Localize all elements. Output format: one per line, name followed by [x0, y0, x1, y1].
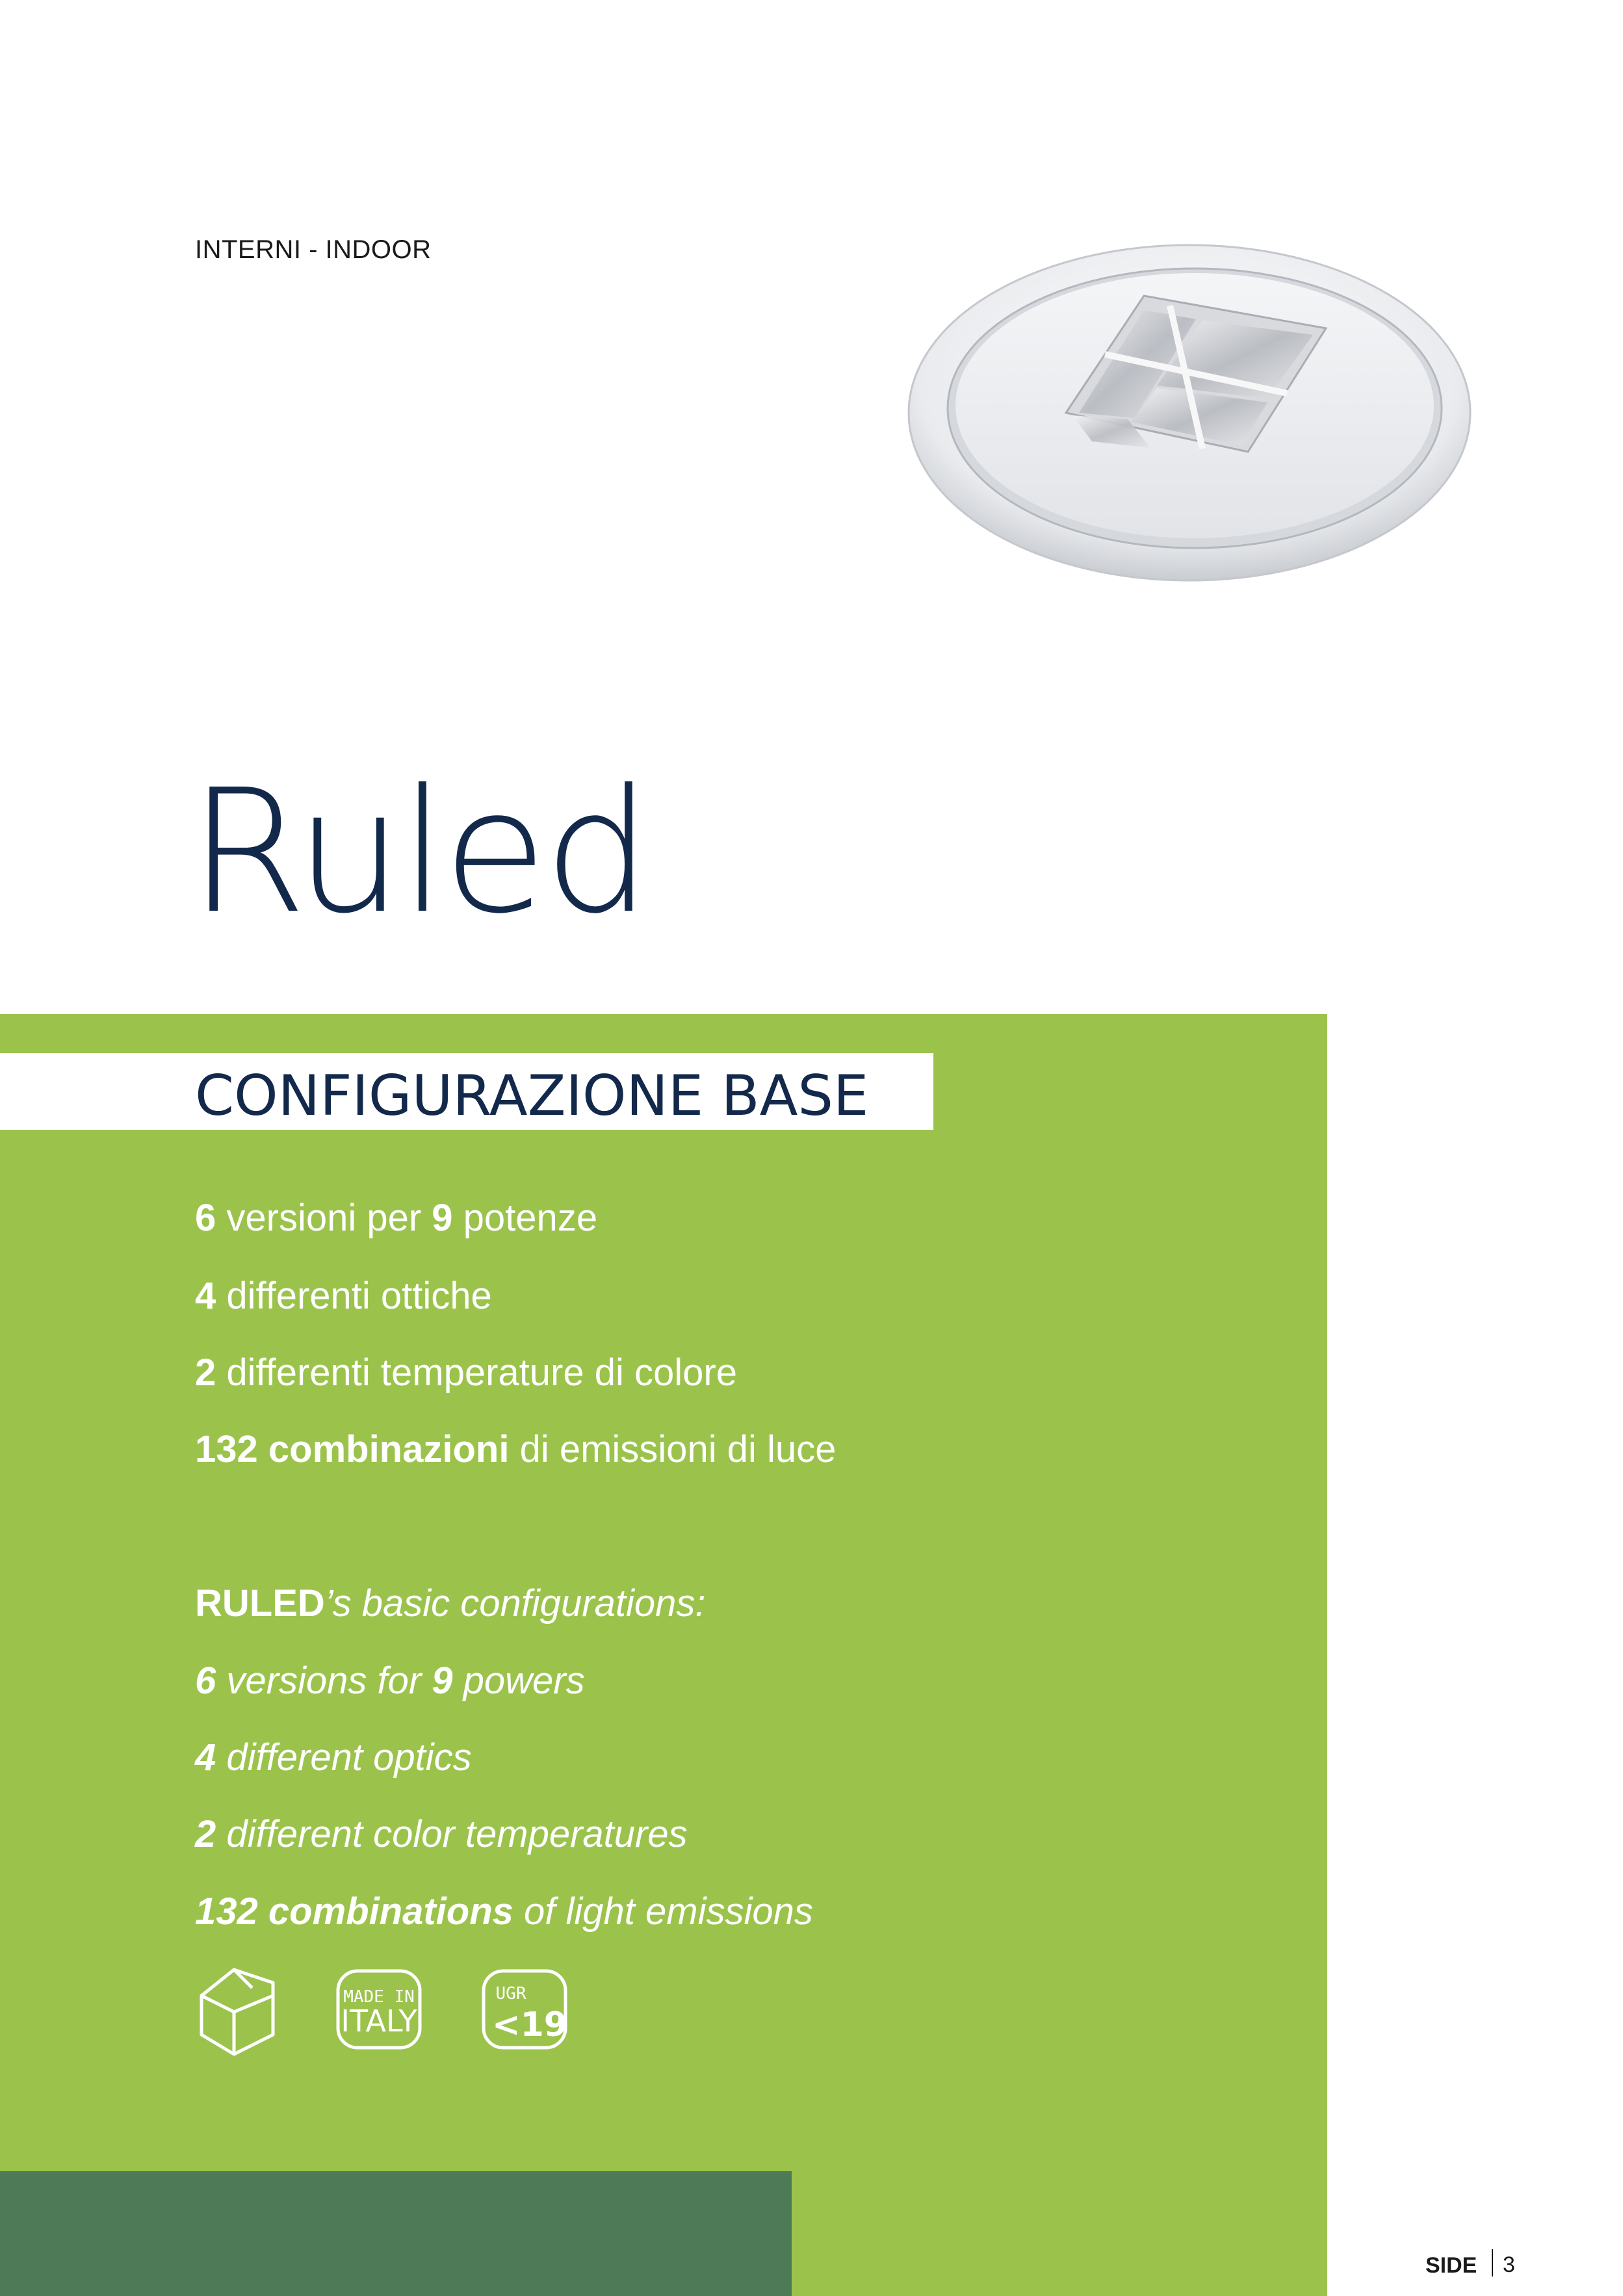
feature-en-4: 132 combinations of light emissions [195, 1890, 813, 1933]
italy-text: ITALY [341, 2003, 417, 2039]
feature-it-3: 2 differenti temperature di colore [195, 1351, 737, 1394]
section-label-box [0, 1053, 933, 1130]
footer-divider [1492, 2249, 1493, 2276]
feature-en-2: 4 different optics [195, 1736, 472, 1779]
indoor-house-icon [201, 1970, 273, 2054]
made-in-italy-badge [338, 1971, 420, 2048]
section-label: CONFIGURAZIONE BASE [195, 1063, 869, 1128]
product-image [903, 241, 1475, 585]
dark-green-bar [0, 2171, 792, 2296]
category-label: INTERNI - INDOOR [195, 235, 432, 264]
product-title: Ruled [188, 753, 648, 951]
ugr-value: <19 [492, 2005, 567, 2044]
made-in-text: MADE IN [343, 1987, 415, 2007]
feature-en-1: 6 versions for 9 powers [195, 1660, 585, 1702]
feature-en-heading: RULED’s basic configurations: [195, 1582, 706, 1624]
feature-en-3: 2 different color temperatures [195, 1813, 688, 1855]
feature-it-4: 132 combinazioni di emissioni di luce [195, 1428, 837, 1470]
ugr-text: UGR [495, 1984, 526, 2003]
feature-it-1: 6 versioni per 9 potenze [195, 1197, 598, 1239]
footer-brand: SIDE [1425, 2253, 1477, 2278]
certification-badges [195, 1957, 585, 2061]
feature-it-2: 4 differenti ottiche [195, 1275, 492, 1317]
page-number: 3 [1503, 2252, 1515, 2277]
ugr-badge [484, 1971, 567, 2048]
